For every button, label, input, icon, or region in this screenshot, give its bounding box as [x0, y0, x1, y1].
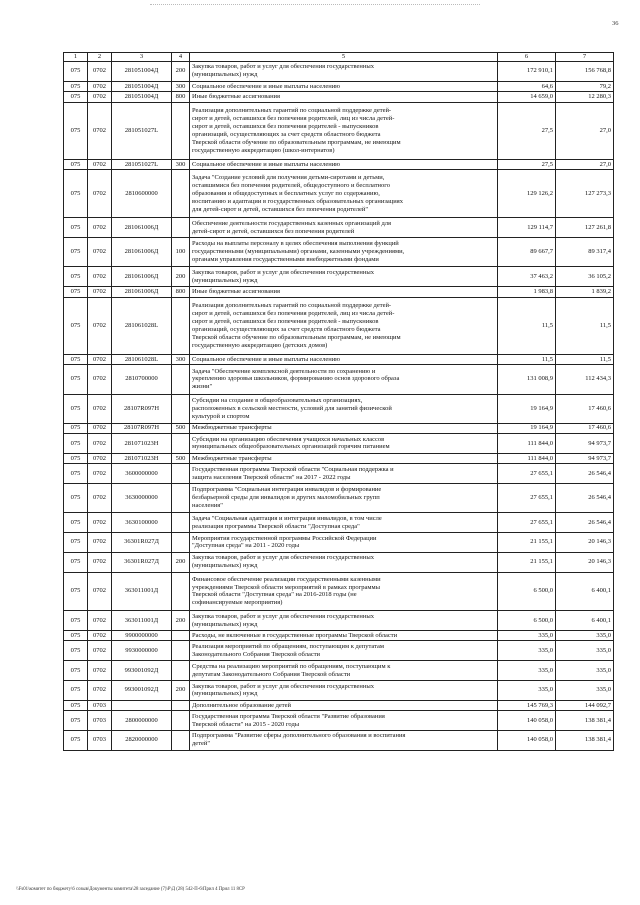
- table-row: [64, 365, 614, 394]
- amount-executed-cell: 144 092,7: [556, 700, 614, 710]
- ministry-code-cell: 075: [64, 641, 88, 661]
- table-row: [64, 354, 614, 364]
- target-article-cell: 993001092Д: [112, 681, 172, 701]
- description-cell: Государственная программа Тверской области "Развитие образования Тверской области" на 2015 - 2020 годы: [190, 711, 498, 731]
- amount-executed-cell: 138 381,4: [556, 711, 614, 731]
- section-code-cell: 0703: [88, 700, 112, 710]
- expense-type-cell: 300: [172, 159, 190, 169]
- description-cell: Закупка товаров, работ и услуг для обеспечения государственных (муниципальных) нужд: [190, 552, 498, 572]
- expense-type-cell: 100: [172, 238, 190, 267]
- target-article-cell: 9900000000: [112, 631, 172, 641]
- scan-top-edge-dots: [150, 4, 480, 5]
- ministry-code-cell: 075: [64, 170, 88, 218]
- section-code-cell: 0702: [88, 434, 112, 454]
- description-cell: Межбюджетные трансферты: [190, 423, 498, 433]
- amount-executed-cell: 17 460,6: [556, 423, 614, 433]
- table-row: [64, 423, 614, 433]
- section-code-cell: 0702: [88, 394, 112, 423]
- amount-executed-cell: 11,5: [556, 297, 614, 354]
- amount-executed-cell: 335,0: [556, 641, 614, 661]
- ministry-code-cell: 075: [64, 484, 88, 513]
- section-code-cell: 0702: [88, 484, 112, 513]
- description-cell: Межбюджетные трансферты: [190, 453, 498, 463]
- description-cell: Задача "Обеспечение комплексной деятельности по сохранению и укреплению здоровья школьников, формированию основ здорового образа жизни": [190, 365, 498, 394]
- expense-type-cell: 200: [172, 552, 190, 572]
- column-number-5: 5: [190, 53, 498, 62]
- target-article-cell: 3630100000: [112, 513, 172, 533]
- amount-executed-cell: 112 434,3: [556, 365, 614, 394]
- amount-planned-cell: 335,0: [498, 641, 556, 661]
- section-code-cell: 0702: [88, 453, 112, 463]
- amount-executed-cell: 17 460,6: [556, 394, 614, 423]
- table-row: [64, 700, 614, 710]
- ministry-code-cell: 075: [64, 102, 88, 159]
- amount-executed-cell: 335,0: [556, 661, 614, 681]
- description-cell: Финансовое обеспечение реализации государственными казенными учреждениями Тверской области мероприятий в рамках программы Тверской области "Доступная среда" на 2016-2018 годы (не софинансируемые мероприятия): [190, 572, 498, 611]
- ministry-code-cell: 075: [64, 354, 88, 364]
- section-code-cell: 0702: [88, 365, 112, 394]
- ministry-code-cell: 075: [64, 552, 88, 572]
- description-cell: Обеспечение деятельности государственных казенных организаций для детей-сирот и детей, оставшихся без попечения родителей: [190, 218, 498, 238]
- ministry-code-cell: 075: [64, 464, 88, 484]
- amount-executed-cell: 335,0: [556, 681, 614, 701]
- expense-type-cell: [172, 218, 190, 238]
- target-article-cell: 9930000000: [112, 641, 172, 661]
- amount-planned-cell: 140 058,0: [498, 711, 556, 731]
- expense-type-cell: [172, 641, 190, 661]
- table-row: [64, 287, 614, 297]
- table-row: [64, 102, 614, 159]
- expense-type-cell: 500: [172, 423, 190, 433]
- section-code-cell: 0702: [88, 533, 112, 553]
- description-cell: Закупка товаров, работ и услуг для обеспечения государственных (муниципальных) нужд: [190, 681, 498, 701]
- description-cell: Реализация дополнительных гарантий по социальной поддержке детей- сирот и детей, оставшихся без попечения родителей, лиц из числа детей- сирот и детей, оставшихся без попечения родителей - выпускников организаций, осуществляющих за счет средств областного бюджета Тверской области обучение по образовательным программам, не имеющим государственную аккредитацию (школ-интернатов): [190, 102, 498, 159]
- amount-executed-cell: 6 400,1: [556, 572, 614, 611]
- table-row: [64, 434, 614, 454]
- expense-type-cell: 200: [172, 611, 190, 631]
- expense-type-cell: [172, 661, 190, 681]
- target-article-cell: 281051027L: [112, 159, 172, 169]
- amount-planned-cell: 64,6: [498, 81, 556, 91]
- amount-executed-cell: 20 146,3: [556, 552, 614, 572]
- description-cell: Закупка товаров, работ и услуг для обеспечения государственных (муниципальных) нужд: [190, 611, 498, 631]
- section-code-cell: 0703: [88, 731, 112, 751]
- amount-executed-cell: 127 273,3: [556, 170, 614, 218]
- table-row: [64, 218, 614, 238]
- table-row: [64, 552, 614, 572]
- ministry-code-cell: 075: [64, 681, 88, 701]
- table-row: [64, 394, 614, 423]
- ministry-code-cell: 075: [64, 365, 88, 394]
- target-article-cell: 36301R027Д: [112, 552, 172, 572]
- amount-executed-cell: 89 317,4: [556, 238, 614, 267]
- target-article-cell: 3630000000: [112, 484, 172, 513]
- section-code-cell: 0702: [88, 552, 112, 572]
- column-number-3: 3: [112, 53, 172, 62]
- ministry-code-cell: 075: [64, 238, 88, 267]
- amount-planned-cell: 6 500,0: [498, 572, 556, 611]
- amount-executed-cell: 12 280,3: [556, 92, 614, 102]
- target-article-cell: 281051027L: [112, 102, 172, 159]
- expense-type-cell: [172, 365, 190, 394]
- target-article-cell: 281051004Д: [112, 92, 172, 102]
- page-number: 36: [612, 20, 619, 27]
- amount-planned-cell: 6 500,0: [498, 611, 556, 631]
- target-article-cell: 281061006Д: [112, 287, 172, 297]
- section-code-cell: 0702: [88, 92, 112, 102]
- expense-type-cell: 500: [172, 453, 190, 463]
- description-cell: Средства на реализацию мероприятий по обращениям, поступающим к депутатам Законодательного Собрания Тверской области: [190, 661, 498, 681]
- target-article-cell: 281061006Д: [112, 218, 172, 238]
- ministry-code-cell: 075: [64, 711, 88, 731]
- table-row: [64, 464, 614, 484]
- table-row: [64, 533, 614, 553]
- amount-executed-cell: 20 146,3: [556, 533, 614, 553]
- section-code-cell: 0702: [88, 423, 112, 433]
- section-code-cell: 0702: [88, 267, 112, 287]
- section-code-cell: 0702: [88, 641, 112, 661]
- target-article-cell: 28107R097H: [112, 423, 172, 433]
- file-path-footer: \\Fs01\комитет по бюджету\6 созыв\Документы комитета\28 заседание (7)\Р\Д (28) 542-П-6\Прил 4 Прил 11 8СР: [16, 887, 245, 892]
- ministry-code-cell: 075: [64, 218, 88, 238]
- amount-planned-cell: 335,0: [498, 681, 556, 701]
- section-code-cell: 0702: [88, 297, 112, 354]
- column-number-7: 7: [556, 53, 614, 62]
- description-cell: Задача "Социальная адаптация и интеграция инвалидов, в том числе реализация программы Тверской области "Доступная среда": [190, 513, 498, 533]
- amount-planned-cell: 27 655,1: [498, 464, 556, 484]
- target-article-cell: 281061028L: [112, 297, 172, 354]
- description-cell: Социальное обеспечение и иные выплаты населению: [190, 159, 498, 169]
- target-article-cell: 281051004Д: [112, 81, 172, 91]
- target-article-cell: 2820000000: [112, 731, 172, 751]
- table-row: [64, 238, 614, 267]
- ministry-code-cell: 075: [64, 434, 88, 454]
- amount-planned-cell: 27 655,1: [498, 484, 556, 513]
- amount-planned-cell: 1 983,8: [498, 287, 556, 297]
- ministry-code-cell: 075: [64, 533, 88, 553]
- amount-executed-cell: 26 546,4: [556, 484, 614, 513]
- target-article-cell: 281071023H: [112, 453, 172, 463]
- description-cell: Мероприятия государственной программы Российской Федерации "Доступная среда" на 2011 - 2020 годы: [190, 533, 498, 553]
- target-article-cell: 281071023H: [112, 434, 172, 454]
- table-row: [64, 170, 614, 218]
- amount-executed-cell: 26 546,4: [556, 464, 614, 484]
- amount-planned-cell: 140 058,0: [498, 731, 556, 751]
- section-code-cell: 0702: [88, 159, 112, 169]
- section-code-cell: 0702: [88, 464, 112, 484]
- ministry-code-cell: 075: [64, 453, 88, 463]
- amount-planned-cell: 11,5: [498, 354, 556, 364]
- table-row: [64, 453, 614, 463]
- amount-planned-cell: 131 008,9: [498, 365, 556, 394]
- ministry-code-cell: 075: [64, 513, 88, 533]
- description-cell: Реализация мероприятий по обращениям, поступающим к депутатам Законодательного Собрания Тверской области: [190, 641, 498, 661]
- expense-type-cell: [172, 700, 190, 710]
- section-code-cell: 0702: [88, 611, 112, 631]
- expense-type-cell: [172, 572, 190, 611]
- target-article-cell: [112, 700, 172, 710]
- column-number-1: 1: [64, 53, 88, 62]
- section-code-cell: 0702: [88, 354, 112, 364]
- ministry-code-cell: 075: [64, 297, 88, 354]
- section-code-cell: 0702: [88, 81, 112, 91]
- description-cell: Подпрограмма "Социальная интеграция инвалидов и формирование безбарьерной среды для инвалидов и других маломобильных групп населения": [190, 484, 498, 513]
- expense-type-cell: 800: [172, 287, 190, 297]
- table-row: [64, 681, 614, 701]
- amount-planned-cell: 145 769,3: [498, 700, 556, 710]
- amount-executed-cell: 11,5: [556, 354, 614, 364]
- section-code-cell: 0702: [88, 631, 112, 641]
- description-cell: Закупка товаров, работ и услуг для обеспечения государственных (муниципальных) нужд: [190, 267, 498, 287]
- amount-planned-cell: 19 164,9: [498, 423, 556, 433]
- column-number-4: 4: [172, 53, 190, 62]
- ministry-code-cell: 075: [64, 394, 88, 423]
- table-row: [64, 267, 614, 287]
- amount-executed-cell: 1 839,2: [556, 287, 614, 297]
- ministry-code-cell: 075: [64, 267, 88, 287]
- amount-executed-cell: 127 261,8: [556, 218, 614, 238]
- section-code-cell: 0702: [88, 238, 112, 267]
- amount-planned-cell: 14 659,0: [498, 92, 556, 102]
- section-code-cell: 0702: [88, 218, 112, 238]
- ministry-code-cell: 075: [64, 92, 88, 102]
- amount-executed-cell: 335,0: [556, 631, 614, 641]
- expense-type-cell: [172, 631, 190, 641]
- ministry-code-cell: 075: [64, 287, 88, 297]
- target-article-cell: 281061028L: [112, 354, 172, 364]
- expense-type-cell: [172, 394, 190, 423]
- ministry-code-cell: 075: [64, 62, 88, 82]
- description-cell: Субсидии на организацию обеспечения учащихся начальных классов муниципальных общеобразовательных организаций горячим питанием: [190, 434, 498, 454]
- amount-planned-cell: 37 463,2: [498, 267, 556, 287]
- table-row: [64, 631, 614, 641]
- expense-type-cell: [172, 434, 190, 454]
- ministry-code-cell: 075: [64, 81, 88, 91]
- description-cell: Субсидии на создание в общеобразовательных организациях, расположенных в сельской местности, условий для занятий физической культурой и спортом: [190, 394, 498, 423]
- table-row: [64, 513, 614, 533]
- description-cell: Задача "Создание условий для получения детьми-сиротами и детьми, оставшимися без попечения родителей, общедоступного и бесплатного образования и общедоступных и бесплатных услуг по содержанию, воспитанию и адаптации в государственных образовательных организациях для детей-сирот и детей, оставшихся без попечения родителей": [190, 170, 498, 218]
- table-row: [64, 92, 614, 102]
- table-row: [64, 661, 614, 681]
- section-code-cell: 0702: [88, 572, 112, 611]
- amount-planned-cell: 11,5: [498, 297, 556, 354]
- target-article-cell: 363011001Д: [112, 611, 172, 631]
- description-cell: Расходы на выплаты персоналу в целях обеспечения выполнения функций государственными (муниципальными) органами, казенными учреждениями, органами управления государственными внебюджетными фондами: [190, 238, 498, 267]
- expense-type-cell: [172, 533, 190, 553]
- section-code-cell: 0702: [88, 287, 112, 297]
- description-cell: Иные бюджетные ассигнования: [190, 287, 498, 297]
- expense-type-cell: [172, 711, 190, 731]
- amount-planned-cell: 21 155,1: [498, 552, 556, 572]
- expense-type-cell: [172, 297, 190, 354]
- table-row: [64, 611, 614, 631]
- description-cell: Реализация дополнительных гарантий по социальной поддержке детей- сирот и детей, оставшихся без попечения родителей, лиц из числа детей- сирот и детей, оставшихся без попечения родителей - выпускников организаций, осуществляющих за счет средств областного бюджета Тверской области обучение по образовательным программам, не имеющим государственную аккредитацию (детских домов): [190, 297, 498, 354]
- target-article-cell: 2810700000: [112, 365, 172, 394]
- amount-executed-cell: 94 973,7: [556, 453, 614, 463]
- amount-planned-cell: 27 655,1: [498, 513, 556, 533]
- amount-executed-cell: 6 400,1: [556, 611, 614, 631]
- amount-planned-cell: 335,0: [498, 631, 556, 641]
- expense-type-cell: [172, 731, 190, 751]
- target-article-cell: 3600000000: [112, 464, 172, 484]
- amount-executed-cell: 36 105,2: [556, 267, 614, 287]
- amount-executed-cell: 27,0: [556, 159, 614, 169]
- section-code-cell: 0702: [88, 170, 112, 218]
- amount-planned-cell: 89 667,7: [498, 238, 556, 267]
- expense-type-cell: 200: [172, 62, 190, 82]
- section-code-cell: 0702: [88, 102, 112, 159]
- ministry-code-cell: 075: [64, 700, 88, 710]
- table-row: [64, 731, 614, 751]
- amount-planned-cell: 129 126,2: [498, 170, 556, 218]
- table-row: [64, 297, 614, 354]
- section-code-cell: 0702: [88, 661, 112, 681]
- expense-type-cell: 800: [172, 92, 190, 102]
- target-article-cell: 281051004Д: [112, 62, 172, 82]
- amount-planned-cell: 27,5: [498, 159, 556, 169]
- amount-planned-cell: 111 844,0: [498, 434, 556, 454]
- table-row: [64, 159, 614, 169]
- description-cell: Расходы, не включенные в государственные программы Тверской области: [190, 631, 498, 641]
- amount-executed-cell: 27,0: [556, 102, 614, 159]
- amount-executed-cell: 138 381,4: [556, 731, 614, 751]
- expense-type-cell: [172, 513, 190, 533]
- description-cell: Иные бюджетные ассигнования: [190, 92, 498, 102]
- amount-planned-cell: 111 844,0: [498, 453, 556, 463]
- expense-type-cell: [172, 170, 190, 218]
- section-code-cell: 0702: [88, 681, 112, 701]
- expense-type-cell: 300: [172, 354, 190, 364]
- table-row: [64, 711, 614, 731]
- amount-planned-cell: 19 164,9: [498, 394, 556, 423]
- ministry-code-cell: 075: [64, 631, 88, 641]
- description-cell: Государственная программа Тверской области "Социальная поддержка и защита населения Тверской области" на 2017 - 2022 годы: [190, 464, 498, 484]
- column-number-2: 2: [88, 53, 112, 62]
- budget-table: [63, 52, 614, 751]
- table-header-row: [64, 53, 614, 62]
- table-row: [64, 641, 614, 661]
- amount-executed-cell: 94 973,7: [556, 434, 614, 454]
- description-cell: Социальное обеспечение и иные выплаты населению: [190, 81, 498, 91]
- amount-planned-cell: 172 910,1: [498, 62, 556, 82]
- amount-executed-cell: 26 546,4: [556, 513, 614, 533]
- description-cell: Подпрограмма "Развитие сферы дополнительного образования и воспитания детей": [190, 731, 498, 751]
- expense-type-cell: [172, 102, 190, 159]
- amount-planned-cell: 129 114,7: [498, 218, 556, 238]
- ministry-code-cell: 075: [64, 611, 88, 631]
- table-row: [64, 484, 614, 513]
- target-article-cell: 363011001Д: [112, 572, 172, 611]
- table-row: [64, 62, 614, 82]
- description-cell: Закупка товаров, работ и услуг для обеспечения государственных (муниципальных) нужд: [190, 62, 498, 82]
- target-article-cell: 281061006Д: [112, 267, 172, 287]
- description-cell: Социальное обеспечение и иные выплаты населению: [190, 354, 498, 364]
- amount-planned-cell: 21 155,1: [498, 533, 556, 553]
- ministry-code-cell: 075: [64, 423, 88, 433]
- ministry-code-cell: 075: [64, 572, 88, 611]
- section-code-cell: 0703: [88, 711, 112, 731]
- column-number-6: 6: [498, 53, 556, 62]
- target-article-cell: 36301R027Д: [112, 533, 172, 553]
- target-article-cell: 2810600000: [112, 170, 172, 218]
- amount-executed-cell: 156 768,8: [556, 62, 614, 82]
- description-cell: Дополнительное образование детей: [190, 700, 498, 710]
- amount-executed-cell: 79,2: [556, 81, 614, 91]
- target-article-cell: 2800000000: [112, 711, 172, 731]
- expense-type-cell: 200: [172, 267, 190, 287]
- section-code-cell: 0702: [88, 62, 112, 82]
- ministry-code-cell: 075: [64, 731, 88, 751]
- ministry-code-cell: 075: [64, 661, 88, 681]
- expense-type-cell: [172, 484, 190, 513]
- expense-type-cell: 300: [172, 81, 190, 91]
- amount-planned-cell: 335,0: [498, 661, 556, 681]
- expense-type-cell: [172, 464, 190, 484]
- target-article-cell: 993001092Д: [112, 661, 172, 681]
- section-code-cell: 0702: [88, 513, 112, 533]
- amount-planned-cell: 27,5: [498, 102, 556, 159]
- target-article-cell: 28107R097H: [112, 394, 172, 423]
- table-row: [64, 81, 614, 91]
- table-row: [64, 572, 614, 611]
- target-article-cell: 281061006Д: [112, 238, 172, 267]
- expense-type-cell: 200: [172, 681, 190, 701]
- ministry-code-cell: 075: [64, 159, 88, 169]
